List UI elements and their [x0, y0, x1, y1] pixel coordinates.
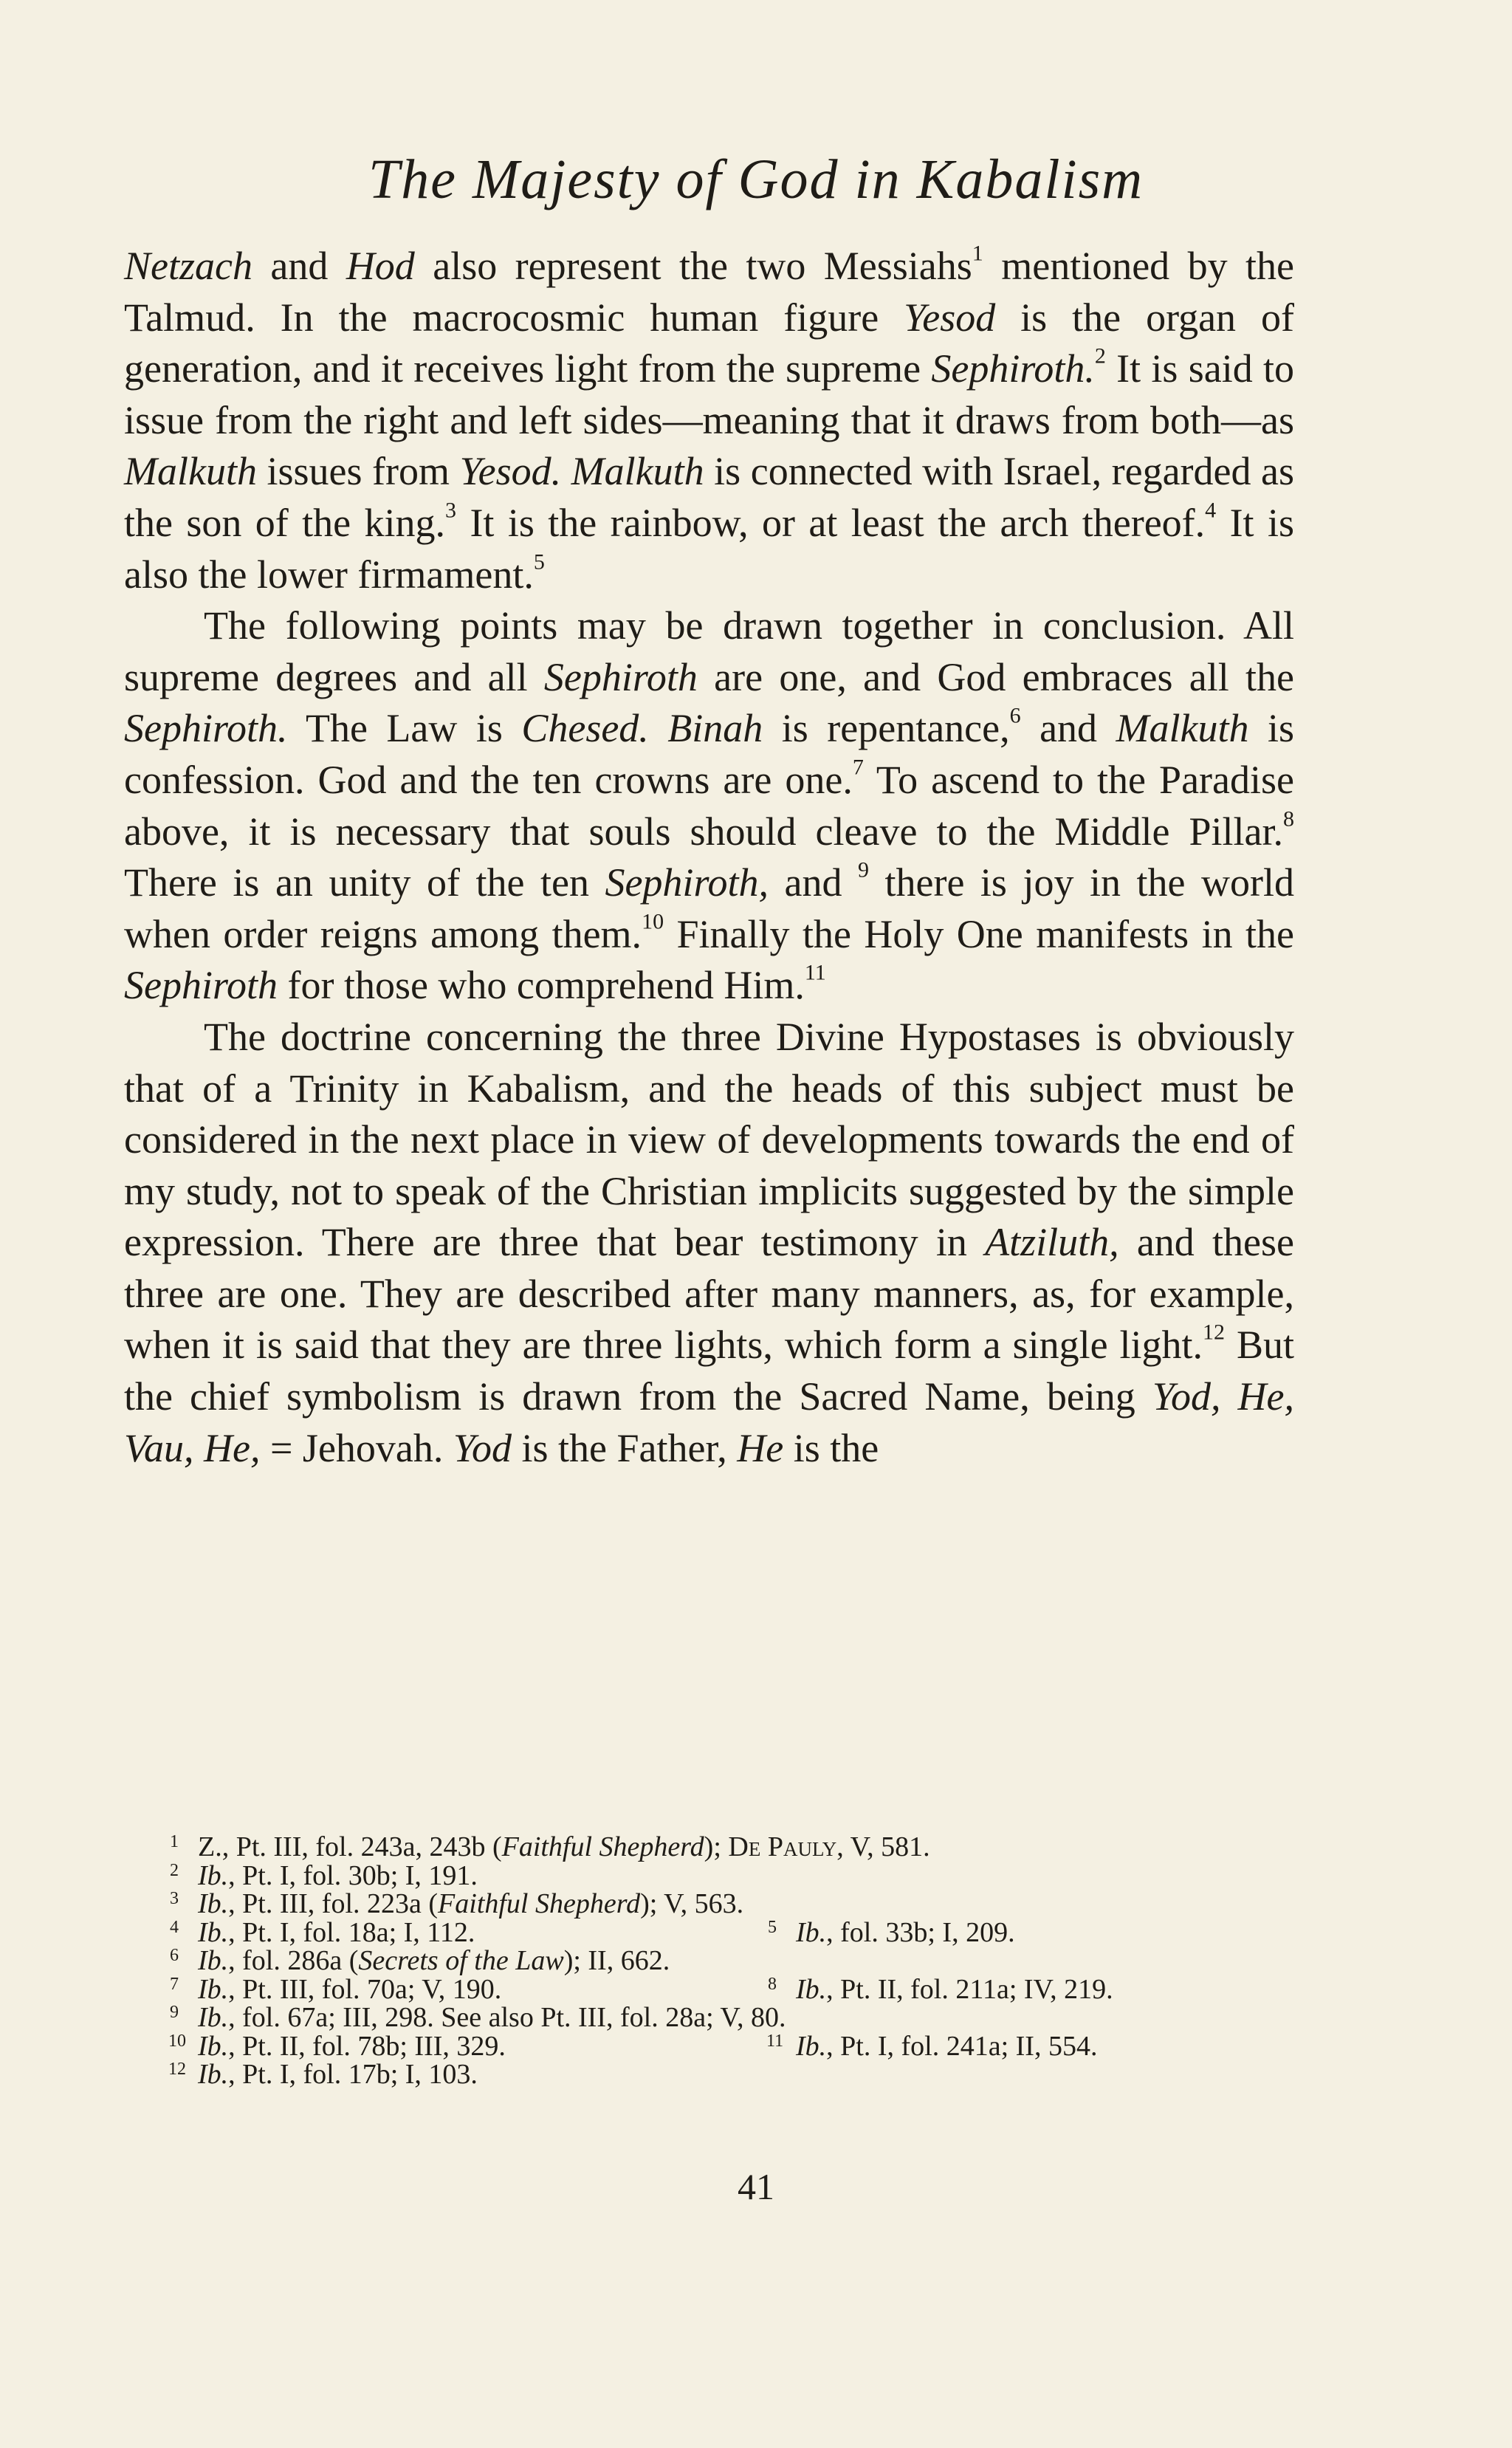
footnotes — [168, 1828, 1346, 2090]
text-run: It is also the lower firmament. — [124, 500, 1294, 597]
text-run: , Pt. II, fol. 211a; IV, 219. — [826, 1973, 1113, 2005]
italic-term: Ib. — [198, 2002, 229, 2033]
italic-term: Ib. — [198, 1973, 229, 2005]
text-run: is the — [783, 1425, 879, 1470]
italic-term: Ib. — [796, 2030, 827, 2062]
text-run: there is joy in the world when order reigns among them. — [124, 860, 1294, 956]
text-run: and these three are one. They are described after many manners, as, for example, when it is said that they are three lights, which form a single light. — [124, 1220, 1295, 1368]
italic-term: Sephiroth, — [605, 860, 769, 905]
italic-term: Ib. — [198, 1945, 229, 1976]
footnote-number: 1 — [170, 1832, 179, 1851]
italic-term: Ib. — [198, 1916, 229, 1948]
italic-term: Ib. — [796, 1916, 827, 1948]
footnote-number: 9 — [170, 2003, 179, 2022]
footnote-line — [170, 1998, 1346, 2033]
text-run: To ascend to the Paradise above, it is necessary that souls should cleave to the Middle Pillar. — [124, 757, 1294, 854]
footnote-number: 3 — [170, 1889, 179, 1908]
footnote-ref: 5 — [533, 549, 545, 575]
text-run: issues from — [256, 449, 460, 494]
italic-term: Vau, — [124, 1425, 194, 1470]
text-run: But the chief symbolism is drawn from the Sacred Name, being — [124, 1323, 1294, 1419]
page-number: 41 — [738, 2166, 774, 2207]
italic-term: Binah — [667, 706, 763, 751]
italic-term: Ib. — [198, 1859, 229, 1891]
footnote-number: 11 — [766, 2031, 784, 2051]
italic-term: Malkuth — [1116, 706, 1249, 751]
footnote — [170, 1941, 670, 1976]
footnote-number: 4 — [170, 1917, 179, 1937]
text-run: , Pt. II, fol. 78b; III, 329. — [228, 2030, 506, 2062]
running-head: The Majesty of God in Kabalism — [368, 148, 1144, 210]
text-run: De Pauly — [728, 1831, 837, 1862]
italic-term: Atziluth, — [985, 1220, 1119, 1265]
italic-term: Chesed. — [521, 706, 649, 751]
paragraph — [124, 600, 1294, 1012]
text-run: , fol. 33b; I, 209. — [826, 1916, 1015, 1948]
italic-term: Ib. — [198, 2059, 229, 2090]
text-run: ); — [704, 1831, 729, 1862]
italic-term: Yesod — [904, 295, 996, 340]
text-run: The Law is — [287, 706, 522, 751]
text-run: It is said to issue from the right and left sides—meaning that it draws from both—as — [124, 346, 1294, 442]
text-run: and — [252, 244, 346, 288]
footnote-number: 6 — [170, 1946, 179, 1965]
text-run: , fol. 67a; III, 298. See also Pt. III, fol. 28a; V, 80. — [228, 2002, 786, 2033]
text-run: , Pt. I, fol. 17b; I, 103. — [228, 2059, 478, 2090]
footnote-line — [170, 1828, 1346, 1862]
footnote-ref: 4 — [1205, 498, 1217, 523]
italic-term: Netzach — [124, 244, 252, 288]
footnote-ref: 2 — [1094, 343, 1106, 368]
text-run: are one, and God embraces all the — [697, 654, 1295, 699]
footnote-number: 8 — [768, 1974, 777, 1994]
text-run: , Pt. I, fol. 30b; I, 191. — [228, 1859, 478, 1891]
footnote — [168, 2027, 506, 2062]
text-run: , Pt. I, fol. 241a; II, 554. — [826, 2030, 1098, 2062]
footnote — [170, 1913, 475, 1948]
footnote — [170, 1856, 478, 1891]
footnote-number: 10 — [168, 2031, 186, 2051]
text-run: Z., Pt. III, fol. 243a, 243b ( — [198, 1831, 502, 1862]
footnote — [170, 1970, 502, 2005]
italic-term: Sephiroth. — [124, 706, 288, 751]
paragraph — [124, 1012, 1294, 1474]
text-run: , V, 581. — [836, 1831, 930, 1862]
italic-term: Ib. — [198, 2030, 229, 2062]
italic-term: Faithful Shepherd — [438, 1888, 641, 1919]
text-run — [194, 1426, 205, 1470]
footnote-ref: 10 — [642, 909, 664, 934]
italic-term: Yesod. — [459, 449, 562, 494]
footnote-number: 5 — [768, 1917, 777, 1937]
text-run: also represent the two Messiahs — [414, 244, 972, 288]
text-run: ); V, 563. — [640, 1888, 744, 1919]
text-run: mentioned by the Talmud. In the macrocosmic human figure — [124, 244, 1294, 340]
italic-term: Malkuth — [571, 449, 704, 494]
italic-term: He — [737, 1425, 784, 1470]
text-run: There is an unity of the ten — [124, 860, 605, 905]
italic-term: He, — [204, 1425, 261, 1470]
text-run: for those who comprehend Him. — [277, 963, 805, 1008]
footnote-line — [170, 1913, 1346, 1948]
footnote-line — [170, 1856, 1346, 1891]
text-run: is repentance, — [763, 706, 1010, 751]
footnote-ref: 8 — [1283, 806, 1294, 832]
footnote-ref: 9 — [857, 857, 869, 882]
italic-term: Yod — [453, 1425, 512, 1470]
text-run: It is the rainbow, or at least the arch thereof. — [456, 500, 1206, 545]
text-run — [1220, 1374, 1237, 1419]
text-run: Finally the Holy One manifests in the — [664, 911, 1294, 956]
paragraph — [124, 241, 1294, 600]
text-run — [561, 449, 571, 493]
italic-term: Faithful Shepherd — [501, 1831, 704, 1862]
footnote-number: 7 — [170, 1974, 179, 1994]
text-run: is the organ of generation, and it receives light from the supreme — [124, 295, 1294, 391]
text-run: = Jehovah. — [260, 1425, 453, 1470]
footnote-line — [168, 2027, 1346, 2062]
italic-term: Secrets of the Law — [358, 1945, 564, 1976]
footnote — [170, 1998, 786, 2033]
italic-term: Hod — [346, 244, 415, 288]
italic-term: Ib. — [198, 1888, 229, 1919]
footnote-ref: 7 — [852, 755, 864, 780]
text-run: The doctrine concerning the three Divine Hypostases is obviously that of a Trinity in Kabalism, and the heads of this subject must be considered in the next place in view of developments towards the end of my study, not to speak of the Christian implicits suggested by the simple expression. There are three that bear testimony in — [124, 1014, 1294, 1265]
footnote-ref: 6 — [1009, 703, 1021, 728]
text-run: is connected with Israel, regarded as the son of the king. — [124, 449, 1295, 545]
footnote-ref: 12 — [1203, 1320, 1226, 1345]
footnote-ref: 3 — [445, 498, 457, 523]
text-run: is the Father, — [511, 1425, 738, 1470]
italic-term: He, — [1237, 1374, 1294, 1419]
footnote-line — [170, 1885, 1346, 1919]
footnote — [170, 1828, 930, 1862]
footnote-line — [168, 2055, 1346, 2090]
text-run: , Pt. III, fol. 70a; V, 190. — [228, 1973, 502, 2005]
body-text — [124, 241, 1294, 1474]
text-run: The following points may be drawn together in conclusion. All supreme degrees and all — [124, 603, 1294, 699]
italic-term: Malkuth — [124, 449, 257, 494]
text-run: ); II, 662. — [563, 1945, 670, 1976]
text-run — [649, 706, 667, 750]
text-run: , Pt. I, fol. 18a; I, 112. — [228, 1916, 475, 1948]
italic-term: Sephiroth — [543, 654, 698, 699]
italic-term: Sephiroth — [124, 963, 278, 1008]
text-run: is confession. God and the ten crowns are one. — [124, 706, 1295, 802]
italic-term: Sephiroth. — [931, 346, 1095, 391]
text-run: and — [768, 860, 858, 905]
footnote-ref: 1 — [972, 241, 983, 266]
text-run: and — [1020, 706, 1116, 751]
footnote — [168, 2055, 478, 2090]
footnote-ref: 11 — [804, 960, 826, 985]
text-run: , Pt. III, fol. 223a ( — [228, 1888, 439, 1919]
italic-term: Ib. — [796, 1973, 827, 2005]
footnote — [170, 1885, 744, 1919]
footnote-number: 12 — [168, 2060, 186, 2079]
text-run: , fol. 286a ( — [228, 1945, 359, 1976]
footnote-number: 2 — [170, 1860, 179, 1880]
italic-term: Yod, — [1152, 1374, 1221, 1419]
footnote-line — [170, 1970, 1346, 2005]
footnote-line — [170, 1941, 1346, 1976]
